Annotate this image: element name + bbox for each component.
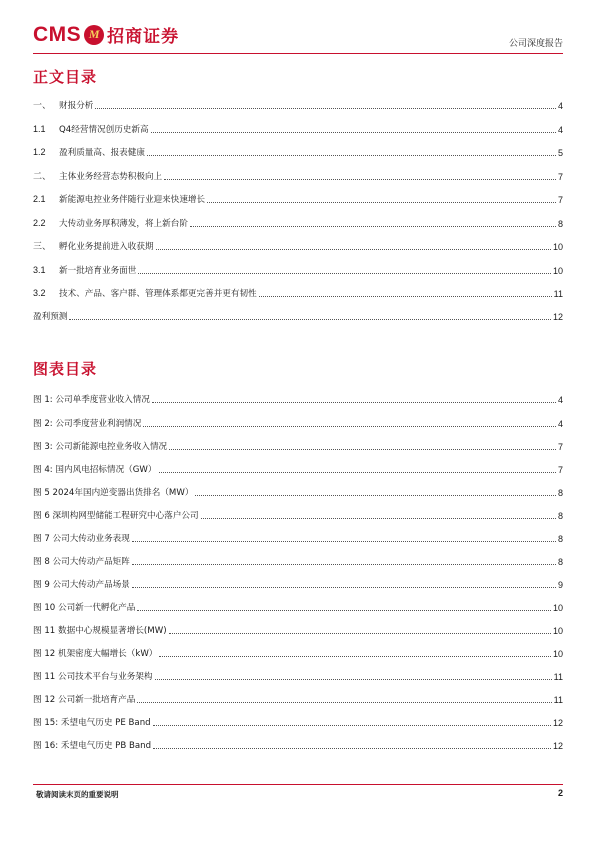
toc-item-text: 财报分析	[59, 101, 94, 111]
figure-item-page: 8	[557, 557, 563, 567]
toc-item-number: 三、	[33, 241, 52, 251]
toc-leader-dots	[152, 402, 556, 403]
figure-item[interactable]	[33, 717, 563, 729]
toc-leader-dots	[259, 296, 552, 297]
toc-title: 正文目录	[33, 68, 98, 86]
toc-leader-dots	[164, 179, 556, 180]
toc-leader-dots	[147, 155, 556, 156]
figure-item[interactable]	[33, 418, 563, 430]
toc-item-page: 10	[552, 242, 563, 252]
figure-item-page: 8	[557, 488, 563, 498]
toc-leader-dots	[159, 472, 556, 473]
toc-item-page: 5	[557, 148, 563, 158]
toc-item-number: 二、	[33, 171, 52, 181]
header-divider	[33, 53, 563, 54]
cms-logo	[33, 22, 179, 47]
figure-item[interactable]	[33, 579, 563, 591]
toc-leader-dots	[95, 108, 556, 109]
page-number: 2	[557, 788, 563, 798]
figure-item[interactable]	[33, 602, 563, 614]
toc-leader-dots	[132, 564, 556, 565]
toc-leader-dots	[169, 633, 551, 634]
figure-item-text: 图 9 公司大传动产品场景	[33, 580, 130, 590]
figure-item-page: 12	[552, 741, 563, 751]
figure-item-text: 图 1: 公司单季度营业收入情况	[33, 395, 150, 405]
toc-item[interactable]	[33, 171, 563, 183]
figure-item-page: 9	[557, 580, 563, 590]
figure-item[interactable]	[33, 694, 563, 706]
toc-leader-dots	[190, 226, 556, 227]
toc-leader-dots	[137, 610, 551, 611]
toc-item-page: 7	[557, 195, 563, 205]
toc-leader-dots	[153, 725, 551, 726]
toc-item-text: 大传动业务厚积薄发，将上新台阶	[59, 219, 188, 229]
figure-item-text: 图 4: 国内风电招标情况（GW）	[33, 465, 157, 475]
footer-divider	[33, 784, 563, 785]
toc-item-text: 盈利预测	[33, 312, 68, 322]
figure-item[interactable]	[33, 556, 563, 568]
figure-item[interactable]	[33, 394, 563, 406]
figure-item[interactable]	[33, 648, 563, 660]
toc-leader-dots	[156, 249, 551, 250]
figure-item-page: 10	[552, 603, 563, 613]
toc-item-number: 3.2	[33, 288, 46, 298]
figure-item-page: 10	[552, 626, 563, 636]
toc-item-text: 新一批培育业务面世	[59, 266, 137, 276]
toc-item-page: 7	[557, 172, 563, 182]
toc-leader-dots	[132, 587, 556, 588]
toc-leader-dots	[195, 495, 556, 496]
toc-leader-dots	[151, 132, 556, 133]
figure-item-text: 图 10 公司新一代孵化产品	[33, 603, 136, 613]
figure-item[interactable]	[33, 464, 563, 476]
figure-item-text: 图 5 2024年国内逆变器出货排名（MW）	[33, 488, 194, 498]
figure-item-page: 7	[557, 465, 563, 475]
figure-item[interactable]	[33, 487, 563, 499]
toc-item-text: 主体业务经营态势积极向上	[59, 172, 163, 182]
toc-leader-dots	[153, 748, 551, 749]
report-type: 公司深度报告	[508, 39, 563, 49]
footer-disclaimer: 敬请阅读末页的重要说明	[36, 790, 119, 799]
toc-item-page: 4	[557, 125, 563, 135]
figure-item-text: 图 7 公司大传动业务表现	[33, 534, 130, 544]
figure-item[interactable]	[33, 740, 563, 752]
toc-item-text: Q4经营情况创历史新高	[59, 125, 149, 135]
figure-item-page: 4	[557, 419, 563, 429]
figure-item-text: 图 11 公司技术平台与业务架构	[33, 672, 153, 682]
toc-item-number: 2.1	[33, 194, 46, 204]
figure-item-text: 图 3: 公司新能源电控业务收入情况	[33, 442, 168, 452]
toc-item[interactable]	[33, 311, 563, 323]
toc-item-page: 8	[557, 219, 563, 229]
figure-item[interactable]	[33, 671, 563, 683]
figure-item[interactable]	[33, 510, 563, 522]
figures-title: 图表目录	[33, 360, 98, 378]
toc-leader-dots	[169, 449, 556, 450]
toc-leader-dots	[143, 426, 556, 427]
toc-leader-dots	[159, 656, 551, 657]
toc-item[interactable]	[33, 288, 563, 300]
figure-item-page: 11	[553, 672, 563, 682]
toc-item-text: 技术、产品、客户群、管理体系都更完善并更有韧性	[59, 289, 257, 299]
figure-item[interactable]	[33, 625, 563, 637]
toc-leader-dots	[207, 202, 556, 203]
toc-leader-dots	[132, 541, 556, 542]
figure-item-page: 8	[557, 534, 563, 544]
toc-leader-dots	[201, 518, 556, 519]
logo-chinese-name: 招商证券	[107, 27, 180, 47]
figure-item-text: 图 12 机架密度大幅增长（kW）	[33, 649, 158, 659]
toc-item-number: 1.1	[33, 124, 46, 134]
toc-item-text: 盈利质量高、报表健康	[59, 148, 145, 158]
figure-item-page: 10	[552, 649, 563, 659]
figure-item-page: 11	[553, 695, 563, 705]
toc-leader-dots	[155, 679, 552, 680]
figure-item-text: 图 8 公司大传动产品矩阵	[33, 557, 130, 567]
logo-badge-icon: M	[84, 25, 104, 45]
toc-item[interactable]	[33, 124, 563, 136]
logo-text: CMS	[33, 22, 82, 46]
figure-item-page: 8	[557, 511, 563, 521]
toc-item-number: 3.1	[33, 265, 46, 275]
toc-item[interactable]	[33, 265, 563, 277]
toc-item-number: 2.2	[33, 218, 46, 228]
figure-item-text: 图 6 深圳构网型储能工程研究中心落户公司	[33, 511, 199, 521]
toc-item-text: 孵化业务提前进入收获期	[59, 242, 154, 252]
toc-leader-dots	[138, 273, 551, 274]
figure-item-page: 7	[557, 442, 563, 452]
figure-item[interactable]	[33, 533, 563, 545]
figure-item-page: 12	[552, 718, 563, 728]
figure-item[interactable]	[33, 441, 563, 453]
figure-item-text: 图 15: 禾望电气历史 PE Band	[33, 718, 151, 728]
figure-item-text: 图 16: 禾望电气历史 PB Band	[33, 741, 152, 751]
figure-item-text: 图 11 数据中心规模显著增长(MW)	[33, 626, 167, 636]
toc-leader-dots	[69, 319, 551, 320]
toc-item[interactable]	[33, 241, 563, 253]
page-header	[33, 20, 563, 54]
figure-item-text: 图 12 公司新一批培育产品	[33, 695, 136, 705]
toc-item-page: 10	[552, 266, 563, 276]
toc-item[interactable]	[33, 147, 563, 159]
toc-item[interactable]	[33, 194, 563, 206]
toc-item[interactable]	[33, 218, 563, 230]
figure-item-text: 图 2: 公司季度营业利润情况	[33, 419, 142, 429]
toc-item-page: 4	[557, 101, 563, 111]
toc-item[interactable]	[33, 100, 563, 112]
toc-leader-dots	[137, 702, 551, 703]
toc-item-number: 一、	[33, 100, 52, 110]
toc-item-number: 1.2	[33, 147, 46, 157]
toc-item-page: 11	[553, 289, 563, 299]
toc-item-page: 12	[552, 312, 563, 322]
toc-item-text: 新能源电控业务伴随行业迎来快速增长	[59, 195, 206, 205]
figure-item-page: 4	[557, 395, 563, 405]
